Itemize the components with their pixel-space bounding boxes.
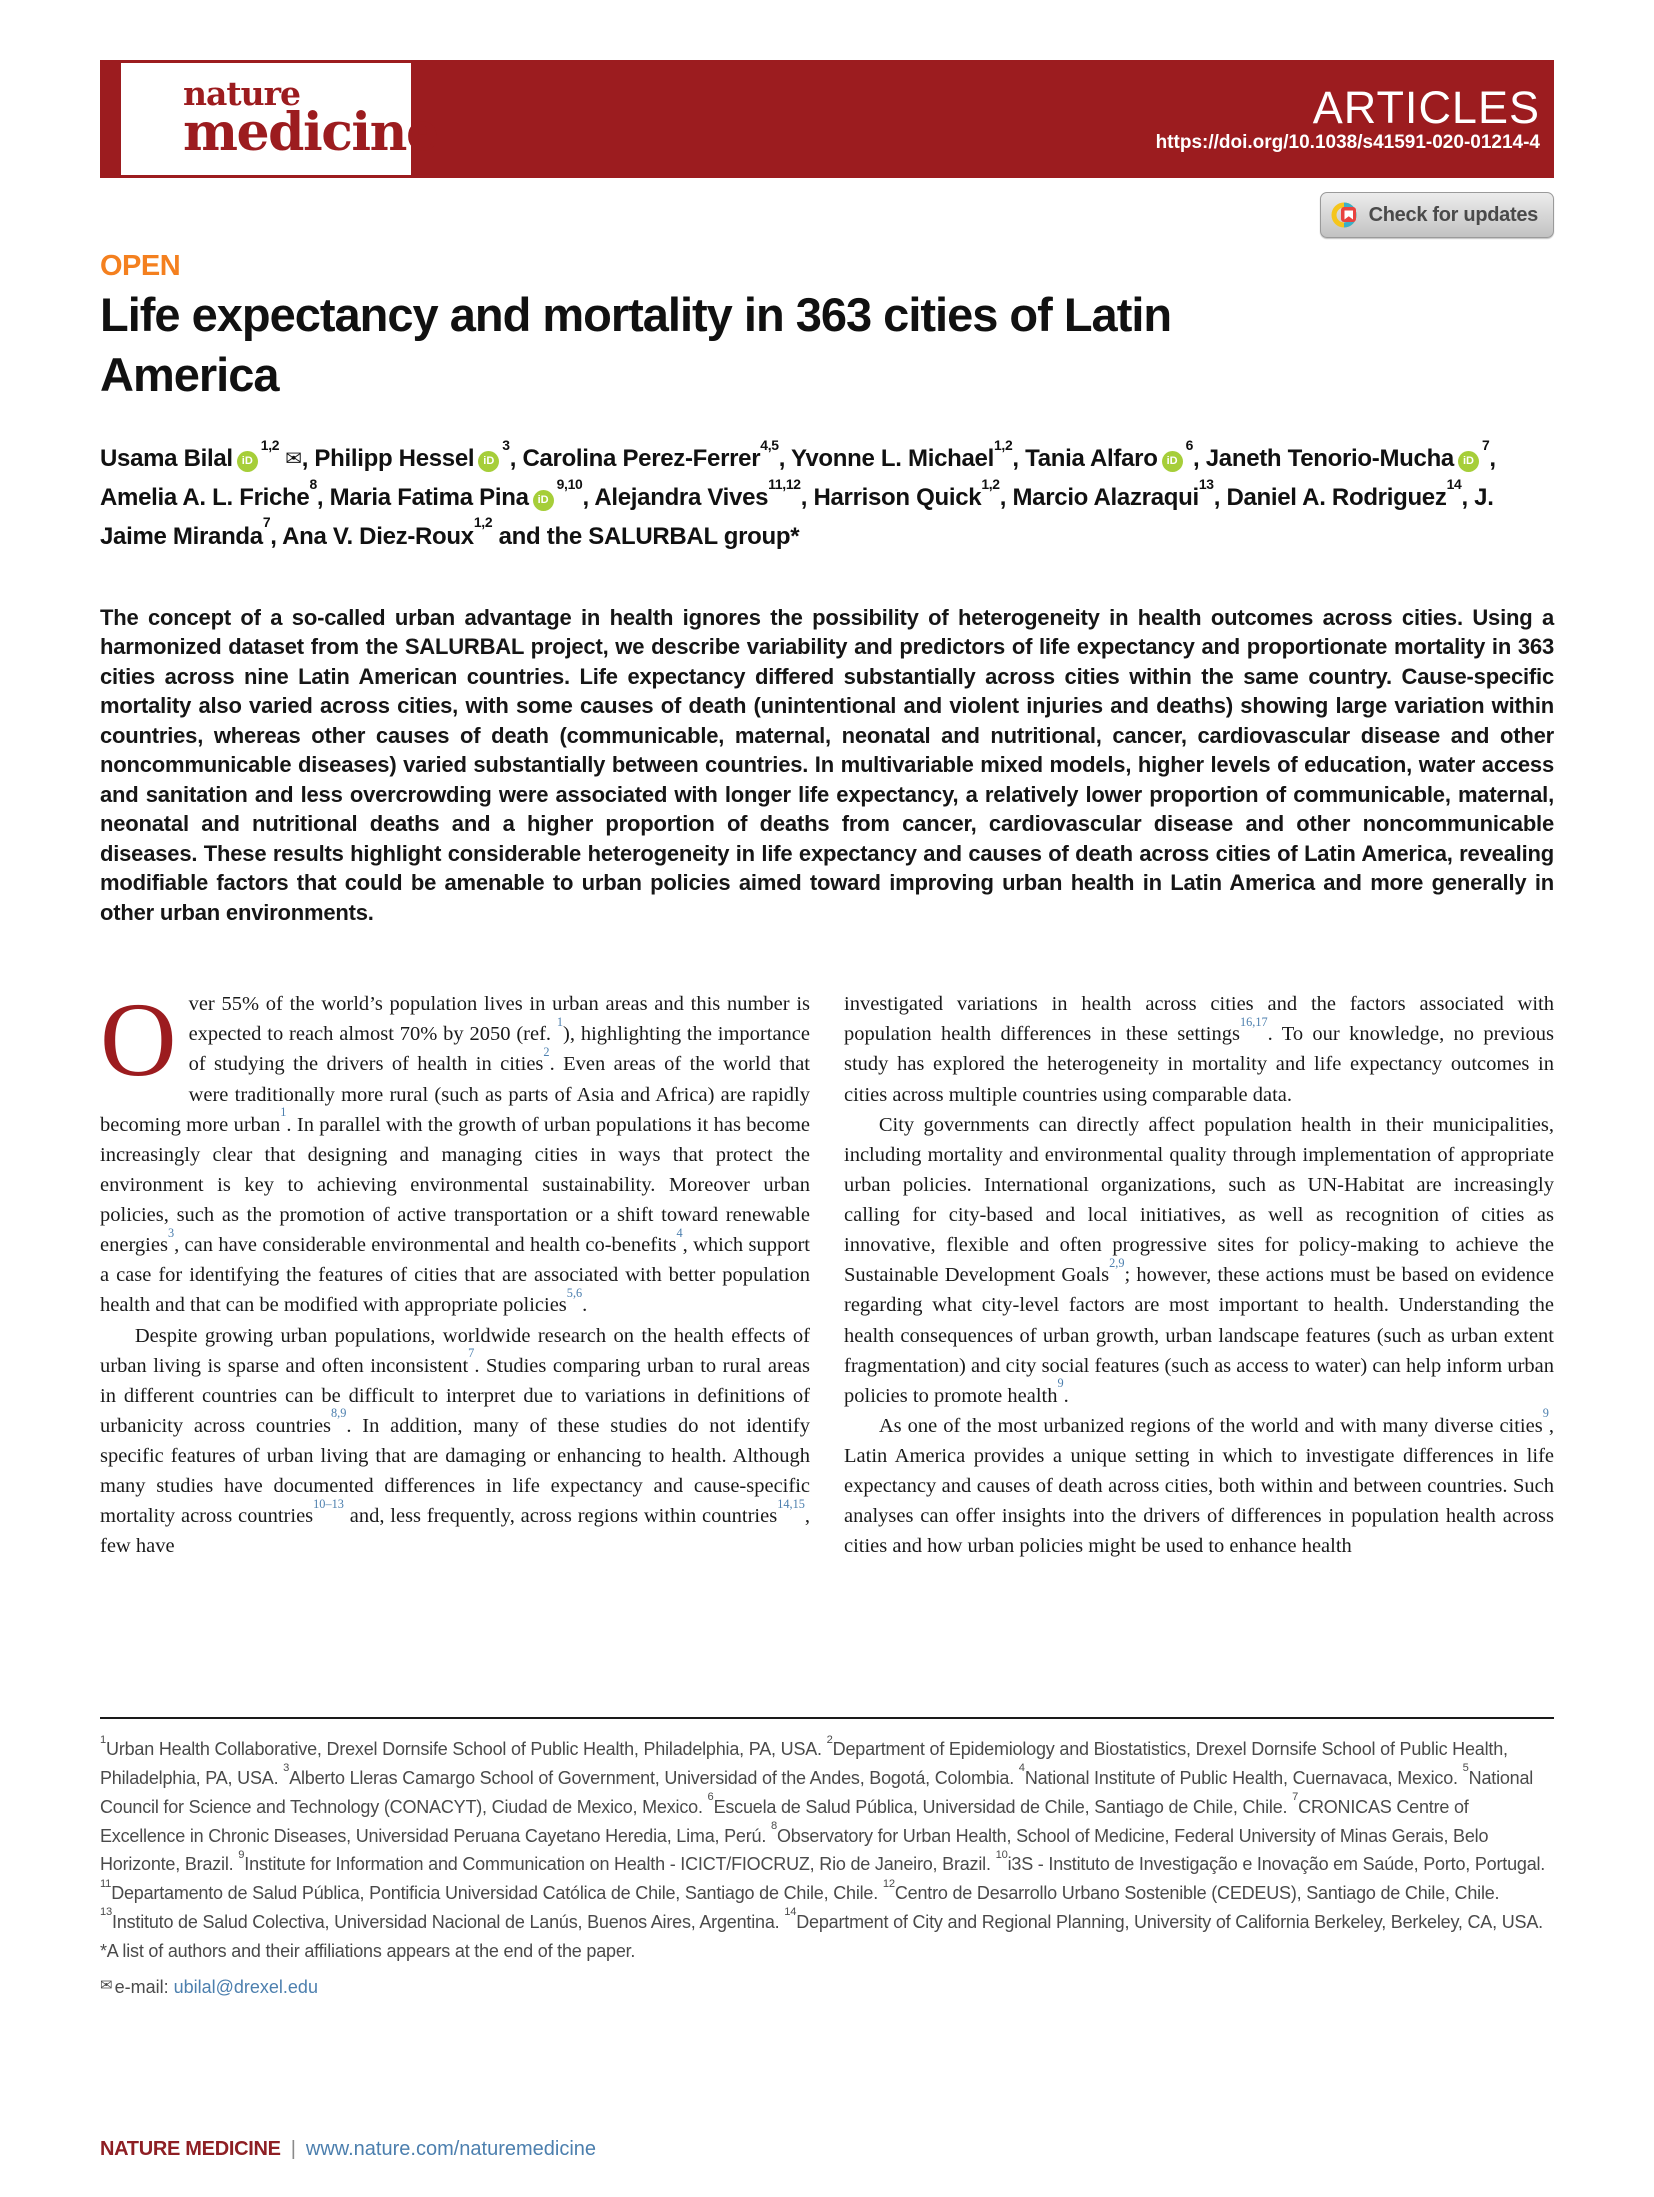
reference-superscript: 14 <box>784 1906 797 1919</box>
reference-superscript: 2,9 <box>1109 1255 1125 1270</box>
envelope-icon[interactable]: ✉ <box>285 448 302 471</box>
journal-logo[interactable] <box>118 60 438 178</box>
orcid-icon[interactable]: iD <box>1458 451 1479 472</box>
journal-logo-medicine: medicine <box>183 102 438 164</box>
journal-logo-nature: nature <box>183 74 300 114</box>
check-for-updates-label: Check for updates <box>1368 203 1538 226</box>
orcid-icon[interactable]: iD <box>237 451 258 472</box>
email-label: e-mail: <box>114 1976 174 1997</box>
reference-superscript: 9 <box>1057 1376 1064 1391</box>
reference-superscript: 4 <box>1018 1762 1025 1775</box>
reference-superscript: 6 <box>707 1791 714 1804</box>
paragraph: Despite growing urban populations, worldwide research on the health effects of urban living is sparse and often inconsistent$^7$. Studies comparing urban to rural areas in different countries can be difficult to interpret due to variations in definitions of urbanicity across countries$^{8,9}$. In addition, many of these studies do not identify specific features of urban living that are damaging or enhancing to health. Although many studies have documented differences in life expectancy and cause-specific mortality across countries$^{10-13}$ and, less frequently, across regions within countries$^{14,15}$, few have <box>100 1324 811 1558</box>
reference-superscript: 1 <box>556 1014 564 1029</box>
reference-superscript: 11,12 <box>768 475 801 492</box>
paragraph <box>100 981 810 1320</box>
envelope-icon: ✉ <box>100 1976 113 1994</box>
reference-superscript: 2 <box>826 1733 833 1746</box>
reference-superscript: 1,2 <box>993 436 1013 453</box>
reference-superscript: 11 <box>100 1877 112 1890</box>
reference-superscript: 5 <box>1462 1762 1469 1775</box>
reference-superscript: 10 <box>995 1848 1008 1861</box>
dropcap-letter: O <box>100 981 177 1099</box>
page-footer <box>100 2138 1554 2161</box>
reference-superscript: 5,6 <box>566 1285 583 1300</box>
footnote-divider <box>100 1717 1554 1719</box>
reference-superscript: 1 <box>100 1733 107 1746</box>
orcid-icon[interactable]: iD <box>1162 451 1183 472</box>
reference-superscript: 9 <box>1542 1406 1549 1421</box>
reference-superscript: 2 <box>543 1044 550 1059</box>
email-line <box>100 1976 1554 1998</box>
orcid-icon[interactable]: iD <box>478 451 499 472</box>
body-column-left <box>100 981 811 1561</box>
reference-superscript: 7 <box>468 1346 475 1361</box>
footer-journal-name: NATURE MEDICINE <box>100 2138 281 2160</box>
orcid-icon[interactable]: iD <box>533 490 554 511</box>
reference-superscript: 9 <box>238 1848 245 1861</box>
open-access-label: OPEN <box>100 250 181 282</box>
reference-superscript: 16,17 <box>1239 1014 1268 1029</box>
reference-superscript: 13 <box>1198 475 1214 492</box>
paragraph: investigated variations in health across cities and the factors associated with population health differences in these settings$^{16,17}$. To our knowledge, no previous study has explored the heterogeneity in mortality and life expectancy outcomes in cities across multiple countries using comparable data. <box>844 993 1554 1106</box>
reference-superscript: 10–13 <box>313 1496 344 1511</box>
paragraph: City governments can directly affect population health in their municipalities, including mortality and environmental quality through implementation of appropriate urban policies. International organizations, such as UN-Habitat are increasingly calling for city-based and local initiatives, as well as recognition of cities as innovative, flexible and often progressive sites for policy-making to achieve the Sustainable Development Goals$^{2,9}$; however, these actions must be based on evidence regarding what city-level factors are most important to health. Understanding the health consequences of urban growth, urban landscape features (such as urban extent fragmentation) and city social features (such as access to water) can help inform urban policies to promote health$^9$. <box>844 1113 1554 1407</box>
doi-link[interactable]: https://doi.org/10.1038/s41591-020-01214-4 <box>1155 131 1540 153</box>
body-column-right <box>844 989 1554 1561</box>
reference-superscript: 8 <box>309 475 317 492</box>
footer-separator: | <box>290 2138 296 2160</box>
reference-superscript: 7 <box>1481 436 1490 453</box>
reference-superscript: 9,10 <box>556 475 583 492</box>
article-title: Life expectancy and mortality in 363 cities of Latin America <box>100 288 1172 401</box>
reference-superscript: 1,2 <box>981 475 1000 492</box>
journal-banner <box>100 60 1554 178</box>
reference-superscript: 4,5 <box>760 436 779 453</box>
reference-superscript: 3 <box>502 436 510 453</box>
reference-superscript: 3 <box>167 1225 175 1240</box>
body-columns <box>100 981 1554 1689</box>
reference-superscript: 13 <box>100 1906 113 1919</box>
footer-journal-url[interactable]: www.nature.com/naturemedicine <box>305 2138 597 2160</box>
reference-superscript: 1 <box>280 1105 287 1120</box>
reference-superscript: 7 <box>1292 1791 1299 1804</box>
reference-superscript: 14,15 <box>777 1496 805 1511</box>
reference-superscript: 12 <box>882 1877 895 1890</box>
affiliations-text: $^1$Urban Health Collaborative, Drexel Dornsife School of Public Health, Philadelphia, PA, USA. $^2$Department of Epidemiology and Biostatistics, Drexel Dornsife School of Public Health, Philadelphia, PA, USA. $^3$Alberto Lleras Camargo School of Government, Universidad of the Andes, Bogotá, Colombia. $^4$National Institute of Public Health, Cuernavaca, Mexico. $^5$National Council for Science and Technology (CONACYT), Ciudad de Mexico, Mexico. $^6$Escuela de Salud Pública, Universidad de Chile, Santiago de Chile, Chile. $^7$CRONICAS Centre of Excellence in Chronic Diseases, Universidad Peruana Cayetano Heredia, Lima, Perú. $^8$Observatory for Urban Health, School of Medicine, Federal University of Minas Gerais, Belo Horizonte, Brazil. $^9$Institute for Information and Communication on Health - ICICT/FIOCRUZ, Rio de Janeiro, Brazil. $^{10}$i3S - Instituto de Investigação e Inovação em Saúde, Porto, Portugal. $^{11}$Departamento de Salud Pública, Pontificia Universidad Católica de Chile, Santiago de Chile, Chile. $^{12}$Centro de Desarrollo Urbano Sostenible (CEDEUS), Santiago de Chile, Chile. $^{13}$Instituto de Salud Colectiva, Universidad Nacional de Lanús, Buenos Aires, Argentina. $^{14}$Department of City and Regional Planning, University of California Berkeley, Berkeley, CA, USA. *A list of authors and their affiliations appears at the end of the paper. <box>100 1733 1546 1961</box>
abstract-text: The concept of a so-called urban advantage in health ignores the possibility of heterogeneity in health outcomes across cities. Using a harmonized dataset from the SALURBAL project, we describe variability and predictors of life expectancy and proportionate mortality in 363 cities across nine Latin American countries. Life expectancy differed substantially across cities within the same country. Cause-specific mortality also varied across cities, with some causes of death (unintentional and violent injuries and deaths) showing large variation within countries, whereas other causes of death (communicable, maternal, neonatal and nutritional, cancer, cardiovascular disease and other noncommunicable diseases) varied substantially between countries. In multivariable mixed models, higher levels of education, water access and sanitation and less overcrowding were associated with longer life expectancy, a relatively lower proportion of communicable, maternal, neonatal and nutritional deaths and a higher proportion of deaths from cancer, cardiovascular disease and other noncommunicable diseases. These results highlight considerable heterogeneity in life expectancy and causes of death across cities of Latin America, revealing modifiable factors that could be amenable to urban policies aimed toward improving urban health in Latin America and more generally in other urban environments. <box>100 605 1554 925</box>
reference-superscript: 6 <box>1185 436 1193 453</box>
reference-superscript: 3 <box>283 1762 290 1775</box>
check-for-updates-button[interactable] <box>1320 192 1554 238</box>
reference-superscript: 7 <box>262 514 271 531</box>
section-label: ARTICLES <box>1312 81 1540 133</box>
author-list: Usama Bilal iD$^{1,2}$✉, Philipp Hessel $iD^3$, Carolina Perez-Ferrer$^{4,5}$, Yvonne L. Michael$^{1,2}$, Tania Alfaro $iD^6$, Janeth Tenorio-Mucha $iD^7$, Amelia A. L. Friche$^8$, Maria Fatima Pina iD$^{9,10}$, Alejandra Vives$^{11,12}$, Harrison Quick$^{1,2}$, Marcio Alazraqui$^{13}$, Daniel A. Rodriguez$^{14}$, J. Jaime Miranda$^7$, Ana V. Diez-Roux$^{1,2}$ and the SALURBAL group* <box>100 436 1496 551</box>
banner-right <box>1155 81 1554 154</box>
crossmark-icon <box>1330 200 1360 230</box>
badge-row <box>100 192 1554 238</box>
reference-superscript: 1,2 <box>260 436 280 453</box>
reference-superscript: 14 <box>1446 475 1462 492</box>
reference-superscript: 8,9 <box>331 1406 347 1421</box>
reference-superscript: 8 <box>770 1819 777 1832</box>
reference-superscript: 1,2 <box>473 514 493 531</box>
paragraph-text: ver 55% of the world’s population lives in urban areas and this number is expected to reach almost 70% by 2050 (ref. $^1$), highlighting the importance of studying the drivers of health in cities$^2$. Even areas of the world that were traditionally more rural (such as parts of Asia and Africa) are rapidly becoming more urban$^1$. In parallel with the growth of urban populations it has become increasingly clear that designing and managing cities in ways that protect the environment is key to achieving environmental sustainability. Moreover urban policies, such as the promotion of active transportation or a shift toward renewable energies$^3$, can have considerable environmental and health co-benefits$^4$, which support a case for identifying the features of cities that are associated with better population health and that can be modified with appropriate policies$^{5,6}$. <box>100 993 810 1317</box>
paragraph: As one of the most urbanized regions of the world and with many diverse cities$^9$, Latin America provides a unique setting in which to investigate differences in life expectancy and causes of death across cities, both within and between countries. Such analyses can offer insights into the drivers of differences in population health across cities and how urban policies might be used to enhance health <box>844 1406 1554 1558</box>
email-link[interactable]: ubilal@drexel.edu <box>173 1976 318 1997</box>
reference-superscript: 4 <box>676 1225 683 1240</box>
